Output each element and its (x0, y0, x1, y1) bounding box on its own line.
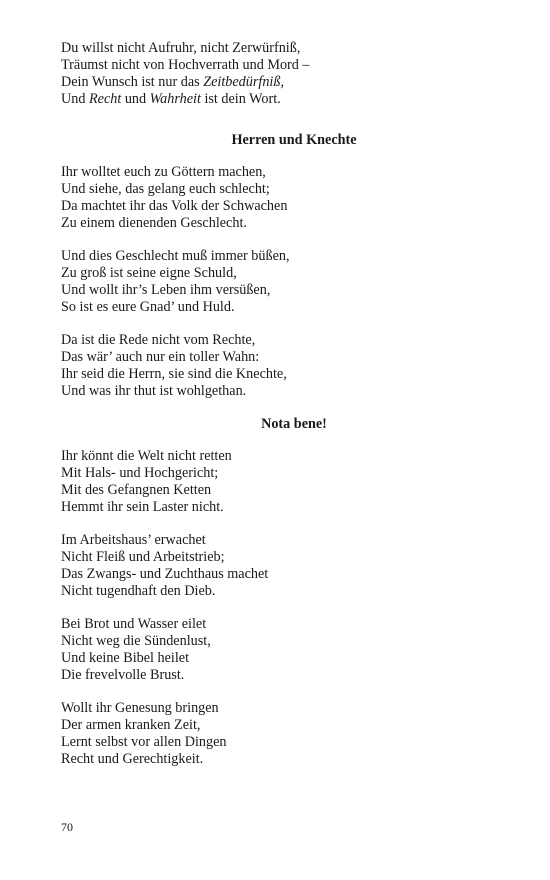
verse-line: Der armen kranken Zeit, (61, 717, 201, 733)
page-body (61, 40, 491, 784)
verse-line: Ihr seid die Herrn, sie sind die Knechte, (61, 366, 287, 382)
verse-line: Da machtet ihr das Volk der Schwachen (61, 198, 288, 214)
verse-line: Ihr wolltet euch zu Göttern machen, (61, 164, 266, 180)
verse-line: Mit Hals- und Hochgericht; (61, 465, 219, 481)
verse-line: Nicht Fleiß und Arbeitstrieb; (61, 549, 225, 565)
verse-line: Und dies Geschlecht muß immer büßen, (61, 248, 290, 264)
verse-line (61, 74, 491, 91)
stanza (61, 164, 491, 232)
verse-line: Im Arbeitshaus’ erwachet (61, 532, 206, 548)
verse-line: Die frevelvolle Brust. (61, 667, 185, 683)
text-run: Dein Wunsch ist nur das (61, 74, 204, 90)
poem-nota-bene (61, 448, 491, 768)
text-run: und (121, 91, 150, 107)
verse-line: Und keine Bibel heilet (61, 650, 190, 666)
verse-line: Nicht tugendhaft den Dieb. (61, 583, 216, 599)
text-run: Du willst nicht Aufruhr, nicht Zerwürfniß, (61, 40, 301, 56)
verse-line: Da ist die Rede nicht vom Rechte, (61, 332, 256, 348)
verse-line (61, 57, 491, 74)
poem-title-nota-bene: Nota bene! (261, 416, 327, 432)
verse-line: Recht und Gerechtigkeit. (61, 751, 204, 767)
verse-line: Das wär’ auch nur ein toller Wahn: (61, 349, 260, 365)
verse-line: Und was ihr thut ist wohlgethan. (61, 383, 247, 399)
italic-run: Wahrheit (149, 91, 201, 107)
verse-line: Und siehe, das gelang euch schlecht; (61, 181, 270, 197)
intro-stanzas (61, 40, 491, 108)
page-number: 70 (61, 820, 73, 834)
verse-line: Mit des Gefangnen Ketten (61, 482, 212, 498)
text-run: Und (61, 91, 89, 107)
verse-line (61, 40, 491, 57)
verse-line (61, 91, 491, 108)
italic-run: Zeitbedürfniß, (203, 74, 285, 90)
text-run: ist dein Wort. (200, 91, 281, 107)
poem-title-herren-und-knechte: Herren und Knechte (231, 132, 357, 148)
verse-line: Das Zwangs- und Zuchthaus machet (61, 566, 269, 582)
text-run: Träumst nicht von Hochverrath und Mord – (61, 57, 310, 73)
verse-line: So ist es eure Gnad’ und Huld. (61, 299, 235, 315)
verse-line: Nicht weg die Sündenlust, (61, 633, 211, 649)
stanza (61, 40, 491, 108)
stanza (61, 248, 491, 316)
poem-herren-und-knechte (61, 164, 491, 400)
verse-line: Hemmt ihr sein Laster nicht. (61, 499, 224, 515)
verse-line: Zu groß ist seine eigne Schuld, (61, 265, 237, 281)
stanza (61, 532, 491, 600)
stanza (61, 616, 491, 684)
stanza (61, 700, 491, 768)
verse-line: Wollt ihr Genesung bringen (61, 700, 219, 716)
stanza (61, 448, 491, 516)
stanza (61, 332, 491, 400)
italic-run: Recht (88, 91, 122, 107)
verse-line: Ihr könnt die Welt nicht retten (61, 448, 232, 464)
verse-line: Und wollt ihr’s Leben ihm versüßen, (61, 282, 271, 298)
verse-line: Lernt selbst vor allen Dingen (61, 734, 227, 750)
verse-line: Zu einem dienenden Geschlecht. (61, 215, 247, 231)
verse-line: Bei Brot und Wasser eilet (61, 616, 207, 632)
